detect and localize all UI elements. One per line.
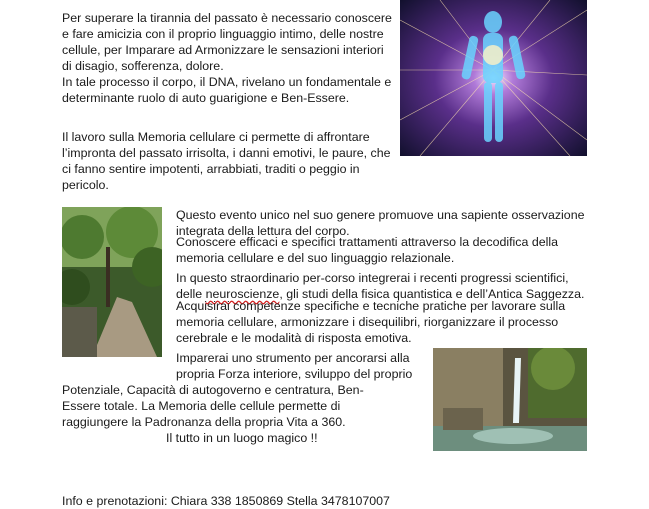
forest-path-image (62, 207, 162, 357)
paragraph-intro: Per superare la tirannia del passato è necessario conoscere e fare amicizia con il proprio linguaggio intimo, delle nostre cellule, per Imparare ad Armonizzare le sensazioni interiori di disagio, sofferenza, dolore. (62, 11, 392, 73)
cosmic-body-image (400, 0, 587, 156)
neuroscienze-word: neuroscienze (205, 287, 280, 301)
magic-place-line: Il tutto in un luogo magico !! (166, 431, 318, 445)
waterfall-image (433, 348, 587, 451)
paragraph-treatments: Conoscere efficaci e specifici trattamenti attraverso la decodifica della memoria cellulare e del suo linguaggio relazionale. (176, 235, 559, 265)
paragraph-tool-line1: Imparerai uno strumento per ancorarsi alla (176, 351, 410, 365)
paragraph-skills: Acquisirai competenze specifiche e tecniche pratiche per lavorare sulla memoria cellulare, armonizzare i disequilibri, riorganizzare il processo cerebrale e le modalità di risposta emotiva. (176, 299, 566, 345)
paragraph-path-start: In questo straordinario per-corso integrerai i recenti progressi scientifici, delle (176, 271, 569, 301)
paragraph-tool-line2: propria Forza interiore, sviluppo del proprio (176, 367, 413, 381)
contact-info: Info e prenotazioni: Chiara 338 1850869 Stella 3478107007 (62, 494, 390, 508)
paragraph-path-end: , gli studi della fisica quantistica e dell’Antica Saggezza. (279, 287, 585, 301)
paragraph-dna: In tale processo il corpo, il DNA, rivelano un fondamentale e determinante ruolo di auto guarigione e Ben-Essere. (62, 75, 392, 105)
paragraph-event: Questo evento unico nel suo genere promuove una sapiente osservazione integrata della lettura del corpo. (176, 208, 585, 238)
paragraph-tool-rest: Potenziale, Capacità di autogoverno e centratura, Ben-Essere totale. La Memoria delle cellule permette di raggiungere la Padronanza della propria Vita a 360. (62, 383, 364, 429)
paragraph-cellular-memory: Il lavoro sulla Memoria cellulare ci permette di affrontare l’impronta del passato irrisolta, i danni emotivi, le paure, che ci fanno sentire impotenti, arrabbiati, traditi o peggio in pericolo. (62, 130, 391, 192)
